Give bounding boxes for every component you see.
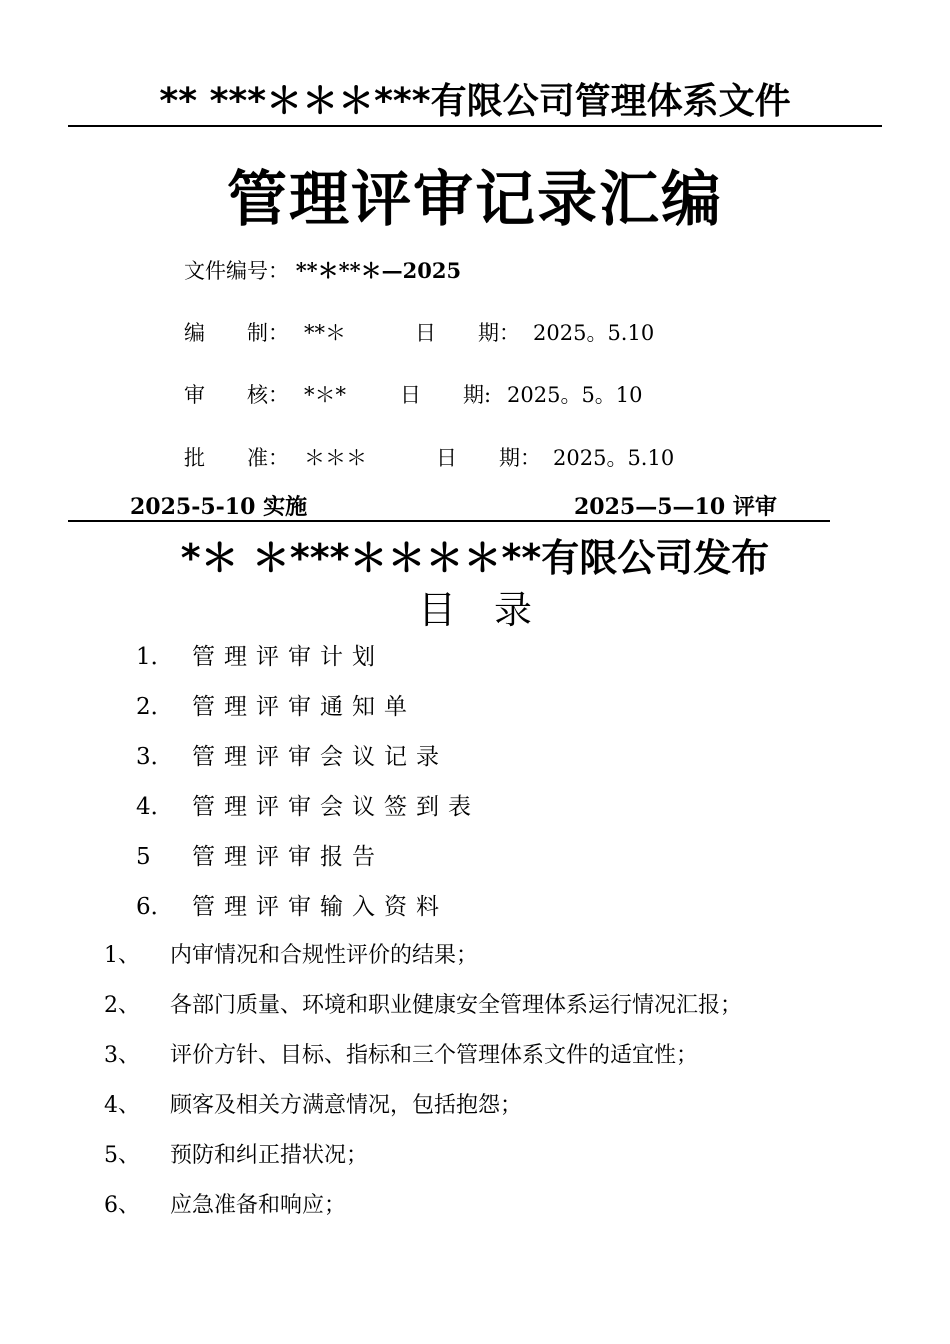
toc-item-label: 管理评审输入资料 <box>192 894 448 920</box>
effective-date: 2025-5-10 实施 <box>130 494 308 520</box>
doc-number-value: **＊**＊—2025 <box>295 258 462 283</box>
input-item-number: 2、 <box>104 993 140 1018</box>
input-item-text: 内审情况和合规性评价的结果； <box>170 943 479 968</box>
approved-role: 批 准： <box>184 446 289 470</box>
toc-item <box>136 792 480 822</box>
input-item <box>104 991 742 1021</box>
approved-date-label: 日 期： <box>436 446 541 470</box>
company-doc-title: ** ***＊＊＊***有限公司管理体系文件 <box>159 81 791 122</box>
toc-item-label: 管理评审会议记录 <box>192 744 448 770</box>
input-item-number: 6、 <box>104 1193 140 1218</box>
reviewed-date-label: 日 期: <box>400 383 492 407</box>
input-item-text: 应急准备和响应； <box>170 1193 347 1218</box>
reviewed-role: 审 核： <box>184 383 289 407</box>
document-title: 管理评审记录汇编 <box>227 165 723 235</box>
toc-item-label: 管理评审通知单 <box>192 694 416 720</box>
input-item-text: 各部门质量、环境和职业健康安全管理体系运行情况汇报； <box>170 993 743 1018</box>
toc-item <box>136 742 448 772</box>
input-item <box>104 941 478 971</box>
toc-item <box>136 842 384 872</box>
prepared-person: **＊ <box>304 321 346 345</box>
toc-item-number: 6． <box>136 894 174 920</box>
toc-item-number: 2． <box>136 694 174 720</box>
prepared-date: 2025。5.10 <box>533 321 655 345</box>
review-date: 2025—5—10 评审 <box>574 494 777 520</box>
toc-title: 目 录 <box>417 588 532 632</box>
toc-item <box>136 692 416 722</box>
date-rule <box>68 520 830 522</box>
doc-number-row <box>184 256 461 286</box>
reviewed-date: 2025。5。10 <box>507 383 643 407</box>
reviewed-person: *＊* <box>304 383 346 407</box>
input-item-number: 5、 <box>104 1143 140 1168</box>
prepared-role: 编 制： <box>184 321 289 345</box>
toc-item-label: 管理评审报告 <box>192 844 384 870</box>
input-item <box>104 1041 698 1071</box>
input-item-number: 1、 <box>104 943 140 968</box>
toc-item-number: 3． <box>136 744 174 770</box>
toc-item-label: 管理评审计划 <box>192 644 384 670</box>
approved-date: 2025。5.10 <box>553 446 675 470</box>
toc-item-number: 1． <box>136 644 174 670</box>
toc-item <box>136 892 448 922</box>
input-item-text: 预防和纠正措状况； <box>170 1143 369 1168</box>
toc-item-number: 4． <box>136 794 174 820</box>
approved-person: ＊＊＊ <box>304 446 367 470</box>
publisher: *＊ ＊***＊＊＊＊**有限公司发布 <box>180 536 770 580</box>
header-rule <box>68 125 882 127</box>
input-item-text: 评价方针、目标、指标和三个管理体系文件的适宜性； <box>170 1043 699 1068</box>
input-item-text: 顾客及相关方满意情况，包括抱怨； <box>170 1093 523 1118</box>
toc-item-number: 5 <box>136 844 151 870</box>
toc-item-label: 管理评审会议签到表 <box>192 794 480 820</box>
prepared-date-label: 日 期： <box>415 321 520 345</box>
input-item <box>104 1091 522 1121</box>
input-item <box>104 1141 368 1171</box>
input-item-number: 3、 <box>104 1043 140 1068</box>
toc-item <box>136 642 384 672</box>
input-item <box>104 1191 346 1221</box>
doc-number-label: 文件编号： <box>184 259 289 283</box>
input-item-number: 4、 <box>104 1093 140 1118</box>
